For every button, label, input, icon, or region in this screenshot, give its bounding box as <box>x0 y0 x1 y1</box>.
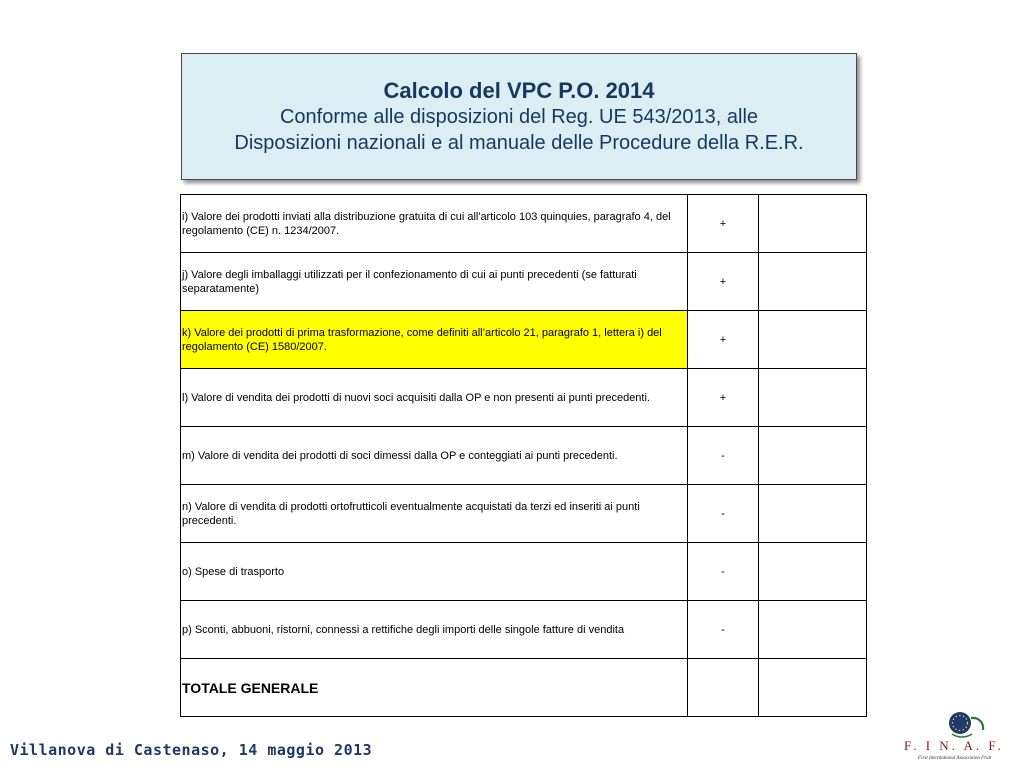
title-box <box>181 53 857 180</box>
logo-letters: F. I N. A. F. <box>904 738 1004 753</box>
slide-subtitle-line1: Conforme alle disposizioni del Reg. UE 543/2013, alle <box>279 106 759 128</box>
table-row <box>181 427 867 485</box>
row-sign: - <box>688 485 759 543</box>
table-row <box>181 195 867 253</box>
slide-subtitle-line2: Disposizioni nazionali e al manuale delle Procedure della R.E.R. <box>234 132 804 154</box>
row-sign: + <box>688 195 759 253</box>
row-value <box>759 485 867 543</box>
table-row <box>181 485 867 543</box>
total-sign <box>688 659 759 717</box>
row-sign: + <box>688 311 759 369</box>
table-row <box>181 253 867 311</box>
row-description: m) Valore di vendita dei prodotti di soci dimessi dalla OP e conteggiati ai punti precedenti. <box>181 427 688 485</box>
row-description: o) Spese di trasporto <box>181 543 688 601</box>
table-total-row <box>181 659 867 717</box>
slide-title: Calcolo del VPC P.O. 2014 <box>383 78 655 103</box>
total-label: TOTALE GENERALE <box>181 659 688 717</box>
row-value <box>759 543 867 601</box>
row-value <box>759 369 867 427</box>
row-value <box>759 427 867 485</box>
row-description: p) Sconti, abbuoni, ristorni, connessi a rettifiche degli importi delle singole fatture di vendita <box>181 601 688 659</box>
row-sign: + <box>688 253 759 311</box>
row-description: k) Valore dei prodotti di prima trasformazione, come definiti all’articolo 21, paragrafo 1, lettera i) del regolamento (CE) 1580/2007. <box>181 311 688 369</box>
footer-location-date: Villanova di Castenaso, 14 maggio 2013 <box>10 741 373 759</box>
row-sign: - <box>688 601 759 659</box>
row-value <box>759 311 867 369</box>
row-sign: + <box>688 369 759 427</box>
logo-tagline: First International Association Fruit <box>918 756 992 761</box>
row-description: i) Valore dei prodotti inviati alla distribuzione gratuita di cui all'articolo 103 quinquies, paragrafo 4, del regolamento (CE) n. 1234/2007. <box>181 195 688 253</box>
row-sign: - <box>688 427 759 485</box>
total-value <box>759 659 867 717</box>
row-description: n) Valore di vendita di prodotti ortofrutticoli eventualmente acquistati da terzi ed inseriti ai punti precedenti. <box>181 485 688 543</box>
vpc-table <box>180 194 867 717</box>
table-row <box>181 543 867 601</box>
globe-stars-icon <box>940 708 1000 740</box>
row-description: l) Valore di vendita dei prodotti di nuovi soci acquisiti dalla OP e non presenti ai punti precedenti. <box>181 369 688 427</box>
table-row <box>181 601 867 659</box>
finaf-logo <box>900 708 1020 768</box>
table-row <box>181 369 867 427</box>
row-value <box>759 601 867 659</box>
row-value <box>759 195 867 253</box>
row-description: j) Valore degli imballaggi utilizzati per il confezionamento di cui ai punti precedenti (se fatturati separatamente) <box>181 253 688 311</box>
row-value <box>759 253 867 311</box>
row-sign: - <box>688 543 759 601</box>
table-row-highlighted <box>181 311 867 369</box>
